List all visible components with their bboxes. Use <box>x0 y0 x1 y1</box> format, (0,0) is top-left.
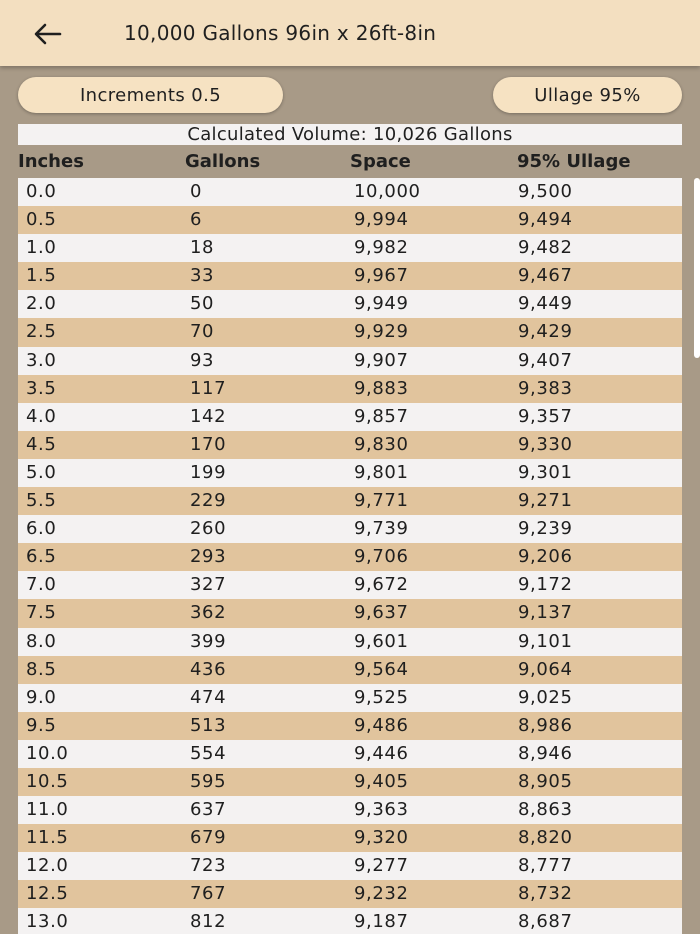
cell-inches: 5.5 <box>26 490 57 512</box>
cell-gallons: 170 <box>190 433 227 455</box>
cell-space: 9,929 <box>354 321 409 343</box>
cell-space: 9,525 <box>354 686 409 708</box>
cell-space: 9,637 <box>354 602 409 624</box>
cell-inches: 5.0 <box>26 461 57 483</box>
cell-ullage: 8,986 <box>518 714 573 736</box>
table-row <box>18 431 682 459</box>
cell-ullage: 8,820 <box>518 827 573 849</box>
cell-space: 9,706 <box>354 546 409 568</box>
table-row <box>18 515 682 543</box>
cell-ullage: 9,357 <box>518 405 573 427</box>
increments-button[interactable]: Increments 0.5 <box>18 77 283 113</box>
table-row <box>18 656 682 684</box>
cell-inches: 9.0 <box>26 686 57 708</box>
table-row <box>18 262 682 290</box>
cell-gallons: 812 <box>190 911 227 933</box>
cell-inches: 4.5 <box>26 433 57 455</box>
table-row <box>18 880 682 908</box>
cell-gallons: 50 <box>190 293 215 315</box>
calculated-volume-label: Calculated Volume: 10,026 Gallons <box>18 124 682 145</box>
cell-ullage: 8,863 <box>518 799 573 821</box>
cell-space: 9,771 <box>354 490 409 512</box>
cell-ullage: 9,206 <box>518 546 573 568</box>
cell-space: 9,830 <box>354 433 409 455</box>
cell-ullage: 9,494 <box>518 209 573 231</box>
cell-space: 9,277 <box>354 855 409 877</box>
cell-space: 9,320 <box>354 827 409 849</box>
cell-gallons: 513 <box>190 714 227 736</box>
scrollbar[interactable] <box>694 178 700 358</box>
cell-gallons: 293 <box>190 546 227 568</box>
cell-gallons: 260 <box>190 518 227 540</box>
cell-ullage: 9,172 <box>518 574 573 596</box>
cell-inches: 1.0 <box>26 237 57 259</box>
cell-inches: 1.5 <box>26 265 57 287</box>
table-row <box>18 403 682 431</box>
table-row <box>18 318 682 346</box>
table-row <box>18 768 682 796</box>
cell-inches: 2.5 <box>26 321 57 343</box>
volume-table[interactable] <box>18 178 682 934</box>
cell-space: 9,187 <box>354 911 409 933</box>
cell-inches: 12.0 <box>26 855 69 877</box>
cell-space: 9,672 <box>354 574 409 596</box>
table-row <box>18 487 682 515</box>
cell-space: 9,564 <box>354 658 409 680</box>
cell-gallons: 767 <box>190 883 227 905</box>
cell-space: 9,883 <box>354 377 409 399</box>
cell-inches: 10.5 <box>26 770 69 792</box>
table-header <box>0 147 700 177</box>
cell-inches: 4.0 <box>26 405 57 427</box>
cell-inches: 3.0 <box>26 349 57 371</box>
cell-gallons: 199 <box>190 461 227 483</box>
cell-gallons: 362 <box>190 602 227 624</box>
cell-ullage: 9,407 <box>518 349 573 371</box>
table-row <box>18 571 682 599</box>
cell-ullage: 9,025 <box>518 686 573 708</box>
column-header-inches: Inches <box>18 151 84 172</box>
cell-ullage: 9,449 <box>518 293 573 315</box>
table-row <box>18 908 682 934</box>
cell-ullage: 9,330 <box>518 433 573 455</box>
cell-space: 9,857 <box>354 405 409 427</box>
cell-inches: 8.5 <box>26 658 57 680</box>
cell-ullage: 8,687 <box>518 911 573 933</box>
cell-space: 9,405 <box>354 770 409 792</box>
cell-ullage: 9,500 <box>518 181 573 202</box>
cell-inches: 7.5 <box>26 602 57 624</box>
cell-ullage: 9,239 <box>518 518 573 540</box>
cell-ullage: 9,137 <box>518 602 573 624</box>
cell-inches: 0.5 <box>26 209 57 231</box>
cell-inches: 13.0 <box>26 911 69 933</box>
cell-space: 9,446 <box>354 742 409 764</box>
column-header-ullage: 95% Ullage <box>517 151 631 172</box>
cell-gallons: 117 <box>190 377 227 399</box>
cell-gallons: 723 <box>190 855 227 877</box>
cell-ullage: 9,383 <box>518 377 573 399</box>
cell-gallons: 595 <box>190 770 227 792</box>
back-button[interactable] <box>28 14 68 54</box>
cell-inches: 11.0 <box>26 799 69 821</box>
cell-space: 9,363 <box>354 799 409 821</box>
column-header-gallons: Gallons <box>185 151 261 172</box>
table-row <box>18 628 682 656</box>
table-row <box>18 712 682 740</box>
cell-space: 9,967 <box>354 265 409 287</box>
cell-gallons: 6 <box>190 209 203 231</box>
cell-gallons: 18 <box>190 237 215 259</box>
cell-ullage: 9,482 <box>518 237 573 259</box>
ullage-button[interactable]: Ullage 95% <box>493 77 682 113</box>
cell-gallons: 327 <box>190 574 227 596</box>
cell-gallons: 142 <box>190 405 227 427</box>
table-row <box>18 599 682 627</box>
cell-space: 9,982 <box>354 237 409 259</box>
table-row <box>18 234 682 262</box>
cell-inches: 2.0 <box>26 293 57 315</box>
cell-gallons: 399 <box>190 630 227 652</box>
cell-gallons: 679 <box>190 827 227 849</box>
cell-ullage: 8,777 <box>518 855 573 877</box>
cell-inches: 7.0 <box>26 574 57 596</box>
table-row <box>18 290 682 318</box>
cell-ullage: 9,429 <box>518 321 573 343</box>
app-bar <box>0 0 700 66</box>
cell-ullage: 9,271 <box>518 490 573 512</box>
table-row <box>18 543 682 571</box>
cell-gallons: 229 <box>190 490 227 512</box>
column-header-space: Space <box>350 151 411 172</box>
cell-space: 9,739 <box>354 518 409 540</box>
cell-inches: 0.0 <box>26 181 57 202</box>
cell-ullage: 8,946 <box>518 742 573 764</box>
cell-gallons: 33 <box>190 265 215 287</box>
table-row <box>18 206 682 234</box>
cell-space: 9,994 <box>354 209 409 231</box>
cell-inches: 12.5 <box>26 883 69 905</box>
arrow-left-icon <box>34 23 62 45</box>
cell-gallons: 0 <box>190 181 203 202</box>
table-row <box>18 824 682 852</box>
cell-gallons: 436 <box>190 658 227 680</box>
cell-ullage: 8,732 <box>518 883 573 905</box>
table-row <box>18 459 682 487</box>
cell-gallons: 474 <box>190 686 227 708</box>
cell-space: 9,601 <box>354 630 409 652</box>
cell-gallons: 93 <box>190 349 215 371</box>
cell-gallons: 70 <box>190 321 215 343</box>
cell-ullage: 9,101 <box>518 630 573 652</box>
cell-gallons: 554 <box>190 742 227 764</box>
cell-ullage: 9,064 <box>518 658 573 680</box>
cell-inches: 9.5 <box>26 714 57 736</box>
table-row <box>18 684 682 712</box>
cell-inches: 8.0 <box>26 630 57 652</box>
cell-space: 9,907 <box>354 349 409 371</box>
cell-ullage: 9,467 <box>518 265 573 287</box>
cell-space: 9,801 <box>354 461 409 483</box>
cell-inches: 3.5 <box>26 377 57 399</box>
table-row <box>18 740 682 768</box>
table-row <box>18 796 682 824</box>
cell-space: 9,232 <box>354 883 409 905</box>
cell-inches: 11.5 <box>26 827 69 849</box>
cell-ullage: 8,905 <box>518 770 573 792</box>
table-row <box>18 178 682 206</box>
cell-space: 9,949 <box>354 293 409 315</box>
cell-inches: 10.0 <box>26 742 69 764</box>
table-row <box>18 852 682 880</box>
cell-inches: 6.5 <box>26 546 57 568</box>
cell-space: 9,486 <box>354 714 409 736</box>
cell-space: 10,000 <box>354 181 421 202</box>
cell-gallons: 637 <box>190 799 227 821</box>
page-title: 10,000 Gallons 96in x 26ft-8in <box>124 21 437 45</box>
table-row <box>18 375 682 403</box>
table-row <box>18 347 682 375</box>
cell-inches: 6.0 <box>26 518 57 540</box>
cell-ullage: 9,301 <box>518 461 573 483</box>
